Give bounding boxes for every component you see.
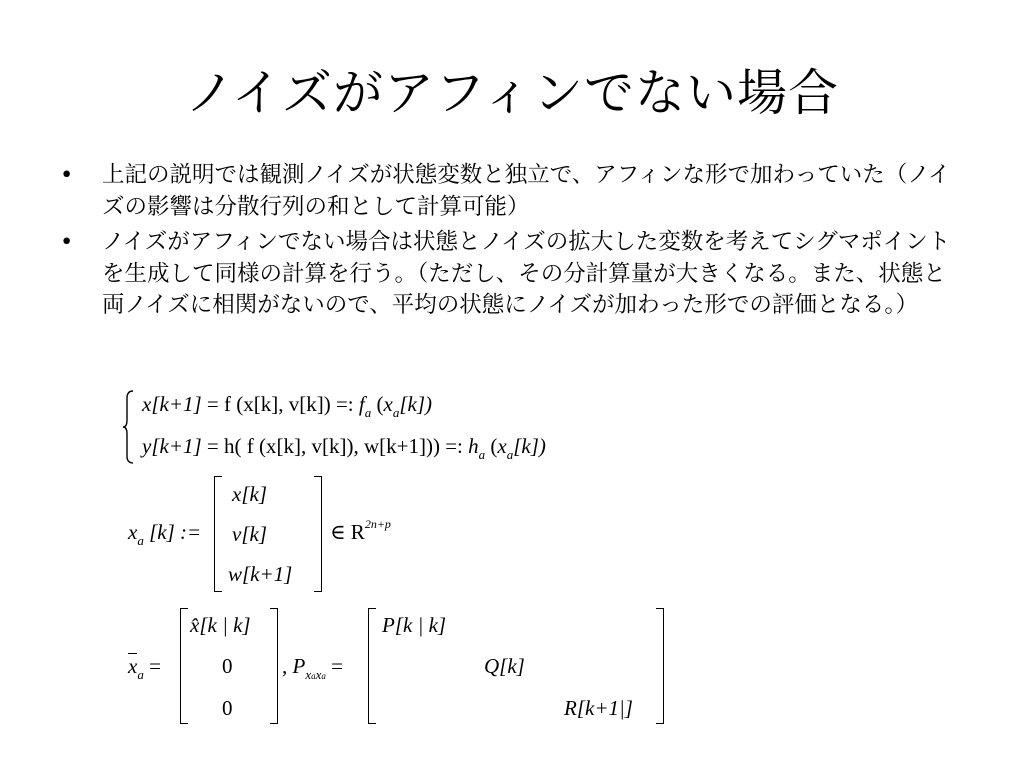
eq-lhs: x[k+1]	[142, 392, 202, 416]
bullet-text: 上記の説明では観測ノイズが状態変数と独立で、アフィンな形で加わっていた（ノイズの影響は分散行列の和として計算可能）	[102, 162, 951, 220]
cov-sub-var: x	[305, 667, 312, 682]
eq-fn-sub: a	[364, 405, 372, 420]
bullet-text: ノイズがアフィンでない場合は状態とノイズの拡大した変数を考えてシグマポイントを生成して同様の計算を行う。（ただし、その分計算量が大きくなる。また、状態と両ノイズに相関がないので、平均の状態にノイズが加わった形での評価となる。）	[102, 229, 951, 318]
bullet-item	[60, 160, 960, 223]
bullet-item	[60, 227, 960, 322]
eq-rhs-var-sub: a	[392, 405, 400, 420]
matrix-entry: P[k | k]	[382, 613, 447, 637]
vector-entry: x[k]	[232, 482, 267, 506]
matrix-left-bracket	[214, 476, 222, 592]
matrix-entry: Q[k]	[484, 654, 525, 678]
eq-mid: = f (x[k], v[k]) =:	[206, 392, 359, 416]
matrix-left-bracket	[180, 608, 188, 724]
equals: =	[331, 654, 343, 678]
equation-state-transition: x[k+1] = f (x[k], v[k]) =: $f_a$ $(x_a[k])$	[142, 392, 432, 420]
bullet-marker: •	[60, 229, 74, 255]
cov-sub-sub: a	[321, 671, 326, 681]
bullet-marker: •	[60, 162, 74, 188]
lhs-sub: a	[137, 533, 144, 548]
lhs-var: x	[128, 520, 138, 544]
bullet-list	[60, 160, 960, 326]
left-brace	[122, 390, 134, 464]
eq-fn: h	[468, 434, 479, 458]
cov-sub-var: x	[315, 667, 322, 682]
vector-entry: 0	[222, 696, 233, 720]
eq-fn-sub: a	[478, 447, 486, 462]
eq-rhs-var-sub: a	[506, 447, 514, 462]
matrix-right-bracket	[270, 608, 278, 724]
equation-observation: y[k+1] = h( f (x[k], v[k]), w[k+1])) =: $h_a$ $(x_a[k])$	[142, 434, 546, 462]
matrix-right-bracket	[656, 608, 664, 724]
matrix-right-bracket	[314, 476, 322, 592]
eq-rhs-tail: [k])	[513, 434, 546, 458]
vector-entry: w[k+1]	[228, 562, 293, 586]
vector-entry: v[k]	[232, 522, 267, 546]
mean-sub: a	[137, 667, 144, 682]
vector-entry: 0	[222, 654, 233, 678]
eq-lhs: y[k+1]	[142, 434, 202, 458]
slide-title: ノイズがアフィンでない場合	[185, 64, 839, 122]
membership-symbol: ∈ R	[330, 520, 365, 544]
vector-entry: x̂[k | k]	[190, 613, 251, 637]
mean-var: x	[128, 654, 138, 678]
membership	[330, 517, 391, 544]
eq-rhs-tail: [k])	[399, 392, 432, 416]
cov-sub-sub: a	[311, 671, 316, 681]
eq-mid: = h( f (x[k], v[k]), w[k+1])) =:	[206, 434, 469, 458]
lhs-tail: [k] :=	[149, 520, 202, 544]
cov-subscript	[305, 667, 326, 682]
eq-rhs-var: x	[383, 392, 393, 416]
matrix-left-bracket	[368, 608, 376, 724]
dimension-exponent: 2n+p	[364, 517, 391, 531]
cov-symbol: , P	[282, 654, 306, 678]
augmented-state-lhs	[128, 520, 202, 548]
eq-rhs-var: x	[497, 434, 507, 458]
equals: =	[149, 654, 161, 678]
eq-fn: f	[358, 392, 365, 416]
mean-lhs	[128, 654, 161, 682]
matrix-entry: R[k+1|]	[564, 696, 633, 720]
covariance-lhs	[282, 654, 343, 682]
